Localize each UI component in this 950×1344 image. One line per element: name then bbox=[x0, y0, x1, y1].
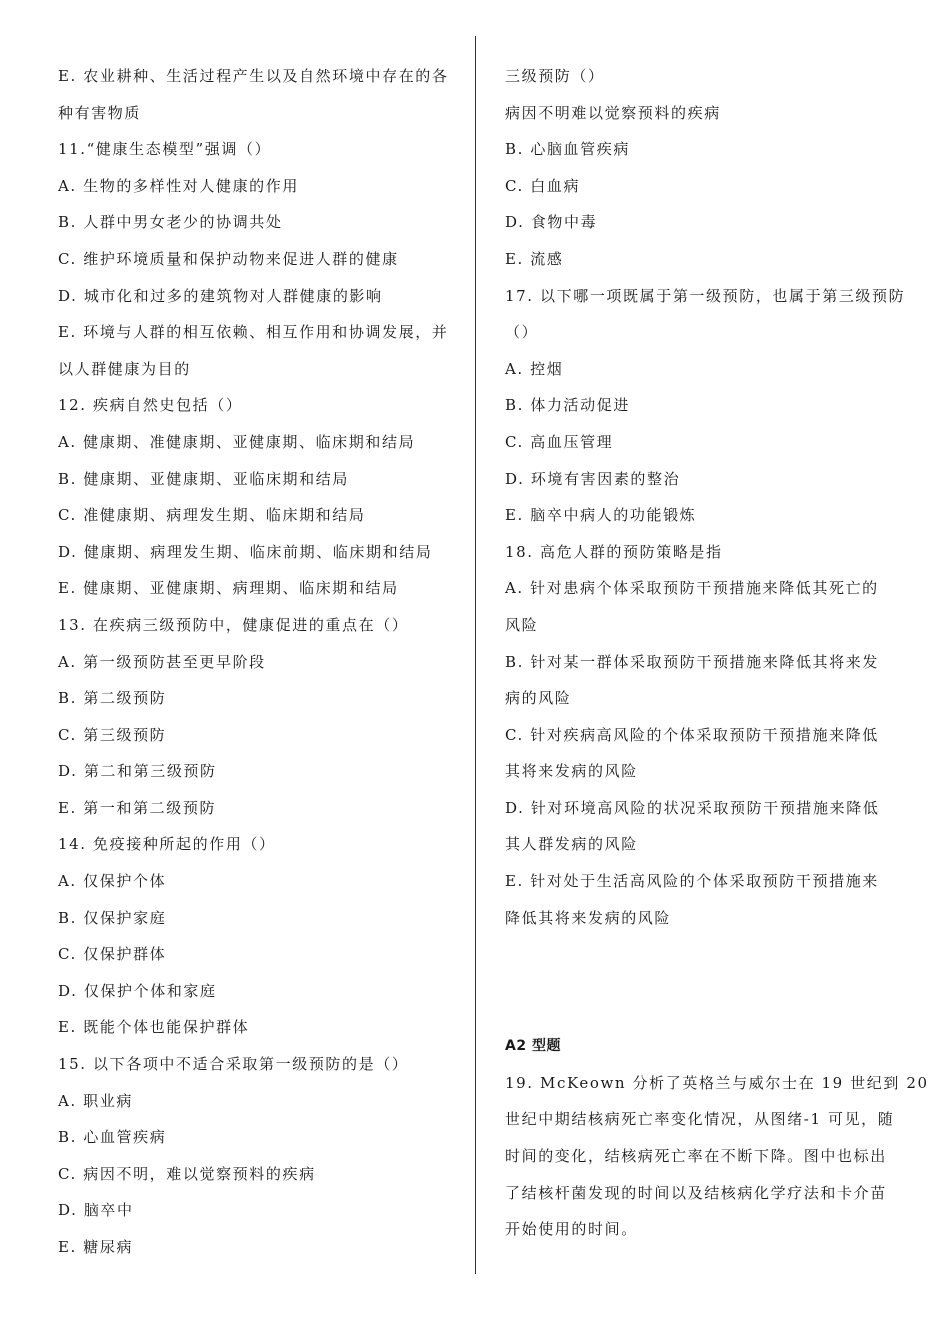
left-line: E. 健康期、亚健康期、病理期、临床期和结局 bbox=[58, 579, 399, 598]
right-line: 病的风险 bbox=[505, 689, 572, 708]
left-line: B. 人群中男女老少的协调共处 bbox=[58, 213, 283, 232]
right-line: E. 针对处于生活高风险的个体采取预防干预措施来 bbox=[505, 872, 879, 891]
left-line: A. 仅保护个体 bbox=[58, 872, 167, 891]
left-line: 11.“健康生态模型”强调（） bbox=[58, 140, 272, 159]
q19-line: 19. McKeown 分析了英格兰与威尔士在 19 世纪到 20 bbox=[505, 1073, 929, 1092]
right-line: （） bbox=[505, 323, 539, 342]
left-line: D. 城市化和过多的建筑物对人群健康的影响 bbox=[58, 286, 383, 305]
left-line: E. 环境与人群的相互依赖、相互作用和协调发展，并 bbox=[58, 323, 449, 342]
right-column bbox=[505, 62, 929, 1252]
right-line: B. 针对某一群体采取预防干预措施来降低其将来发 bbox=[505, 652, 879, 671]
right-column-lines bbox=[505, 62, 906, 940]
right-line: C. 针对疾病高风险的个体采取预防干预措施来降低 bbox=[505, 725, 879, 744]
right-line: D. 针对环境高风险的状况采取预防干预措施来降低 bbox=[505, 798, 880, 817]
left-line: C. 维护环境质量和保护动物来促进人群的健康 bbox=[58, 249, 399, 268]
left-line: E. 农业耕种、生活过程产生以及自然环境中存在的各 bbox=[58, 67, 449, 85]
left-line: D. 仅保护个体和家庭 bbox=[58, 981, 217, 1000]
left-line: A. 职业病 bbox=[58, 1091, 133, 1110]
right-line: C. 高血压管理 bbox=[505, 432, 614, 451]
right-line: B. 体力活动促进 bbox=[505, 396, 630, 415]
left-line: D. 健康期、病理发生期、临床前期、临床期和结局 bbox=[58, 542, 433, 561]
left-line: E. 既能个体也能保护群体 bbox=[58, 1018, 250, 1037]
right-line: 18. 高危人群的预防策略是指 bbox=[505, 542, 723, 561]
right-line: 其人群发病的风险 bbox=[505, 835, 638, 854]
q19-line: 时间的变化，结核病死亡率在不断下降。图中也标出 bbox=[505, 1147, 887, 1166]
right-line: 三级预防（） bbox=[505, 67, 605, 85]
right-line: 其将来发病的风险 bbox=[505, 762, 638, 781]
question-19 bbox=[505, 1069, 929, 1252]
right-line: B. 心脑血管疾病 bbox=[505, 140, 630, 159]
column-divider bbox=[475, 36, 476, 1274]
left-line: C. 第三级预防 bbox=[58, 725, 167, 744]
left-line: B. 心血管疾病 bbox=[58, 1128, 167, 1147]
right-line: D. 环境有害因素的整治 bbox=[505, 469, 681, 488]
left-line: E. 第一和第二级预防 bbox=[58, 798, 217, 817]
left-line: 14. 免疫接种所起的作用（） bbox=[58, 835, 276, 854]
left-line: 15. 以下各项中不适合采取第一级预防的是（） bbox=[58, 1055, 409, 1074]
left-column bbox=[58, 62, 463, 1270]
left-line: 种有害物质 bbox=[58, 103, 142, 122]
left-line: A. 第一级预防甚至更早阶段 bbox=[58, 652, 266, 671]
right-line: A. 针对患病个体采取预防干预措施来降低其死亡的 bbox=[505, 579, 879, 598]
right-line: A. 控烟 bbox=[505, 359, 564, 378]
left-line: E. 糖尿病 bbox=[58, 1238, 134, 1256]
right-line: 病因不明难以觉察预料的疾病 bbox=[505, 103, 721, 122]
left-line: C. 准健康期、病理发生期、临床期和结局 bbox=[58, 506, 366, 525]
left-line: A. 健康期、准健康期、亚健康期、临床期和结局 bbox=[58, 432, 416, 451]
right-line: C. 白血病 bbox=[505, 176, 581, 195]
spacer bbox=[505, 940, 900, 1032]
left-line: 以人群健康为目的 bbox=[58, 359, 191, 378]
right-line: D. 食物中毒 bbox=[505, 213, 598, 232]
left-line: 12. 疾病自然史包括（） bbox=[58, 396, 243, 415]
q19-line: 了结核杆菌发现的时间以及结核病化学疗法和卡介苗 bbox=[505, 1183, 887, 1202]
q19-line: 世纪中期结核病死亡率变化情况，从图绪-1 可见，随 bbox=[505, 1110, 895, 1129]
left-line: D. 脑卒中 bbox=[58, 1201, 134, 1220]
left-line: B. 第二级预防 bbox=[58, 689, 167, 708]
section-heading: A2 型题 bbox=[505, 1038, 561, 1055]
left-line: B. 健康期、亚健康期、亚临床期和结局 bbox=[58, 469, 349, 488]
left-line: A. 生物的多样性对人健康的作用 bbox=[58, 176, 299, 195]
left-line: 13. 在疾病三级预防中，健康促进的重点在（） bbox=[58, 615, 409, 634]
right-line: E. 流感 bbox=[505, 249, 564, 268]
left-line: B. 仅保护家庭 bbox=[58, 908, 167, 927]
right-line: 降低其将来发病的风险 bbox=[505, 908, 672, 927]
right-line: E. 脑卒中病人的功能锻炼 bbox=[505, 506, 697, 525]
q19-line: 开始使用的时间。 bbox=[505, 1220, 638, 1239]
right-line: 17. 以下哪一项既属于第一级预防，也属于第三级预防 bbox=[505, 286, 906, 305]
left-line: C. 病因不明，难以觉察预料的疾病 bbox=[58, 1164, 316, 1183]
right-line: 风险 bbox=[505, 615, 539, 634]
left-line: C. 仅保护群体 bbox=[58, 945, 167, 964]
left-line: D. 第二和第三级预防 bbox=[58, 762, 217, 781]
